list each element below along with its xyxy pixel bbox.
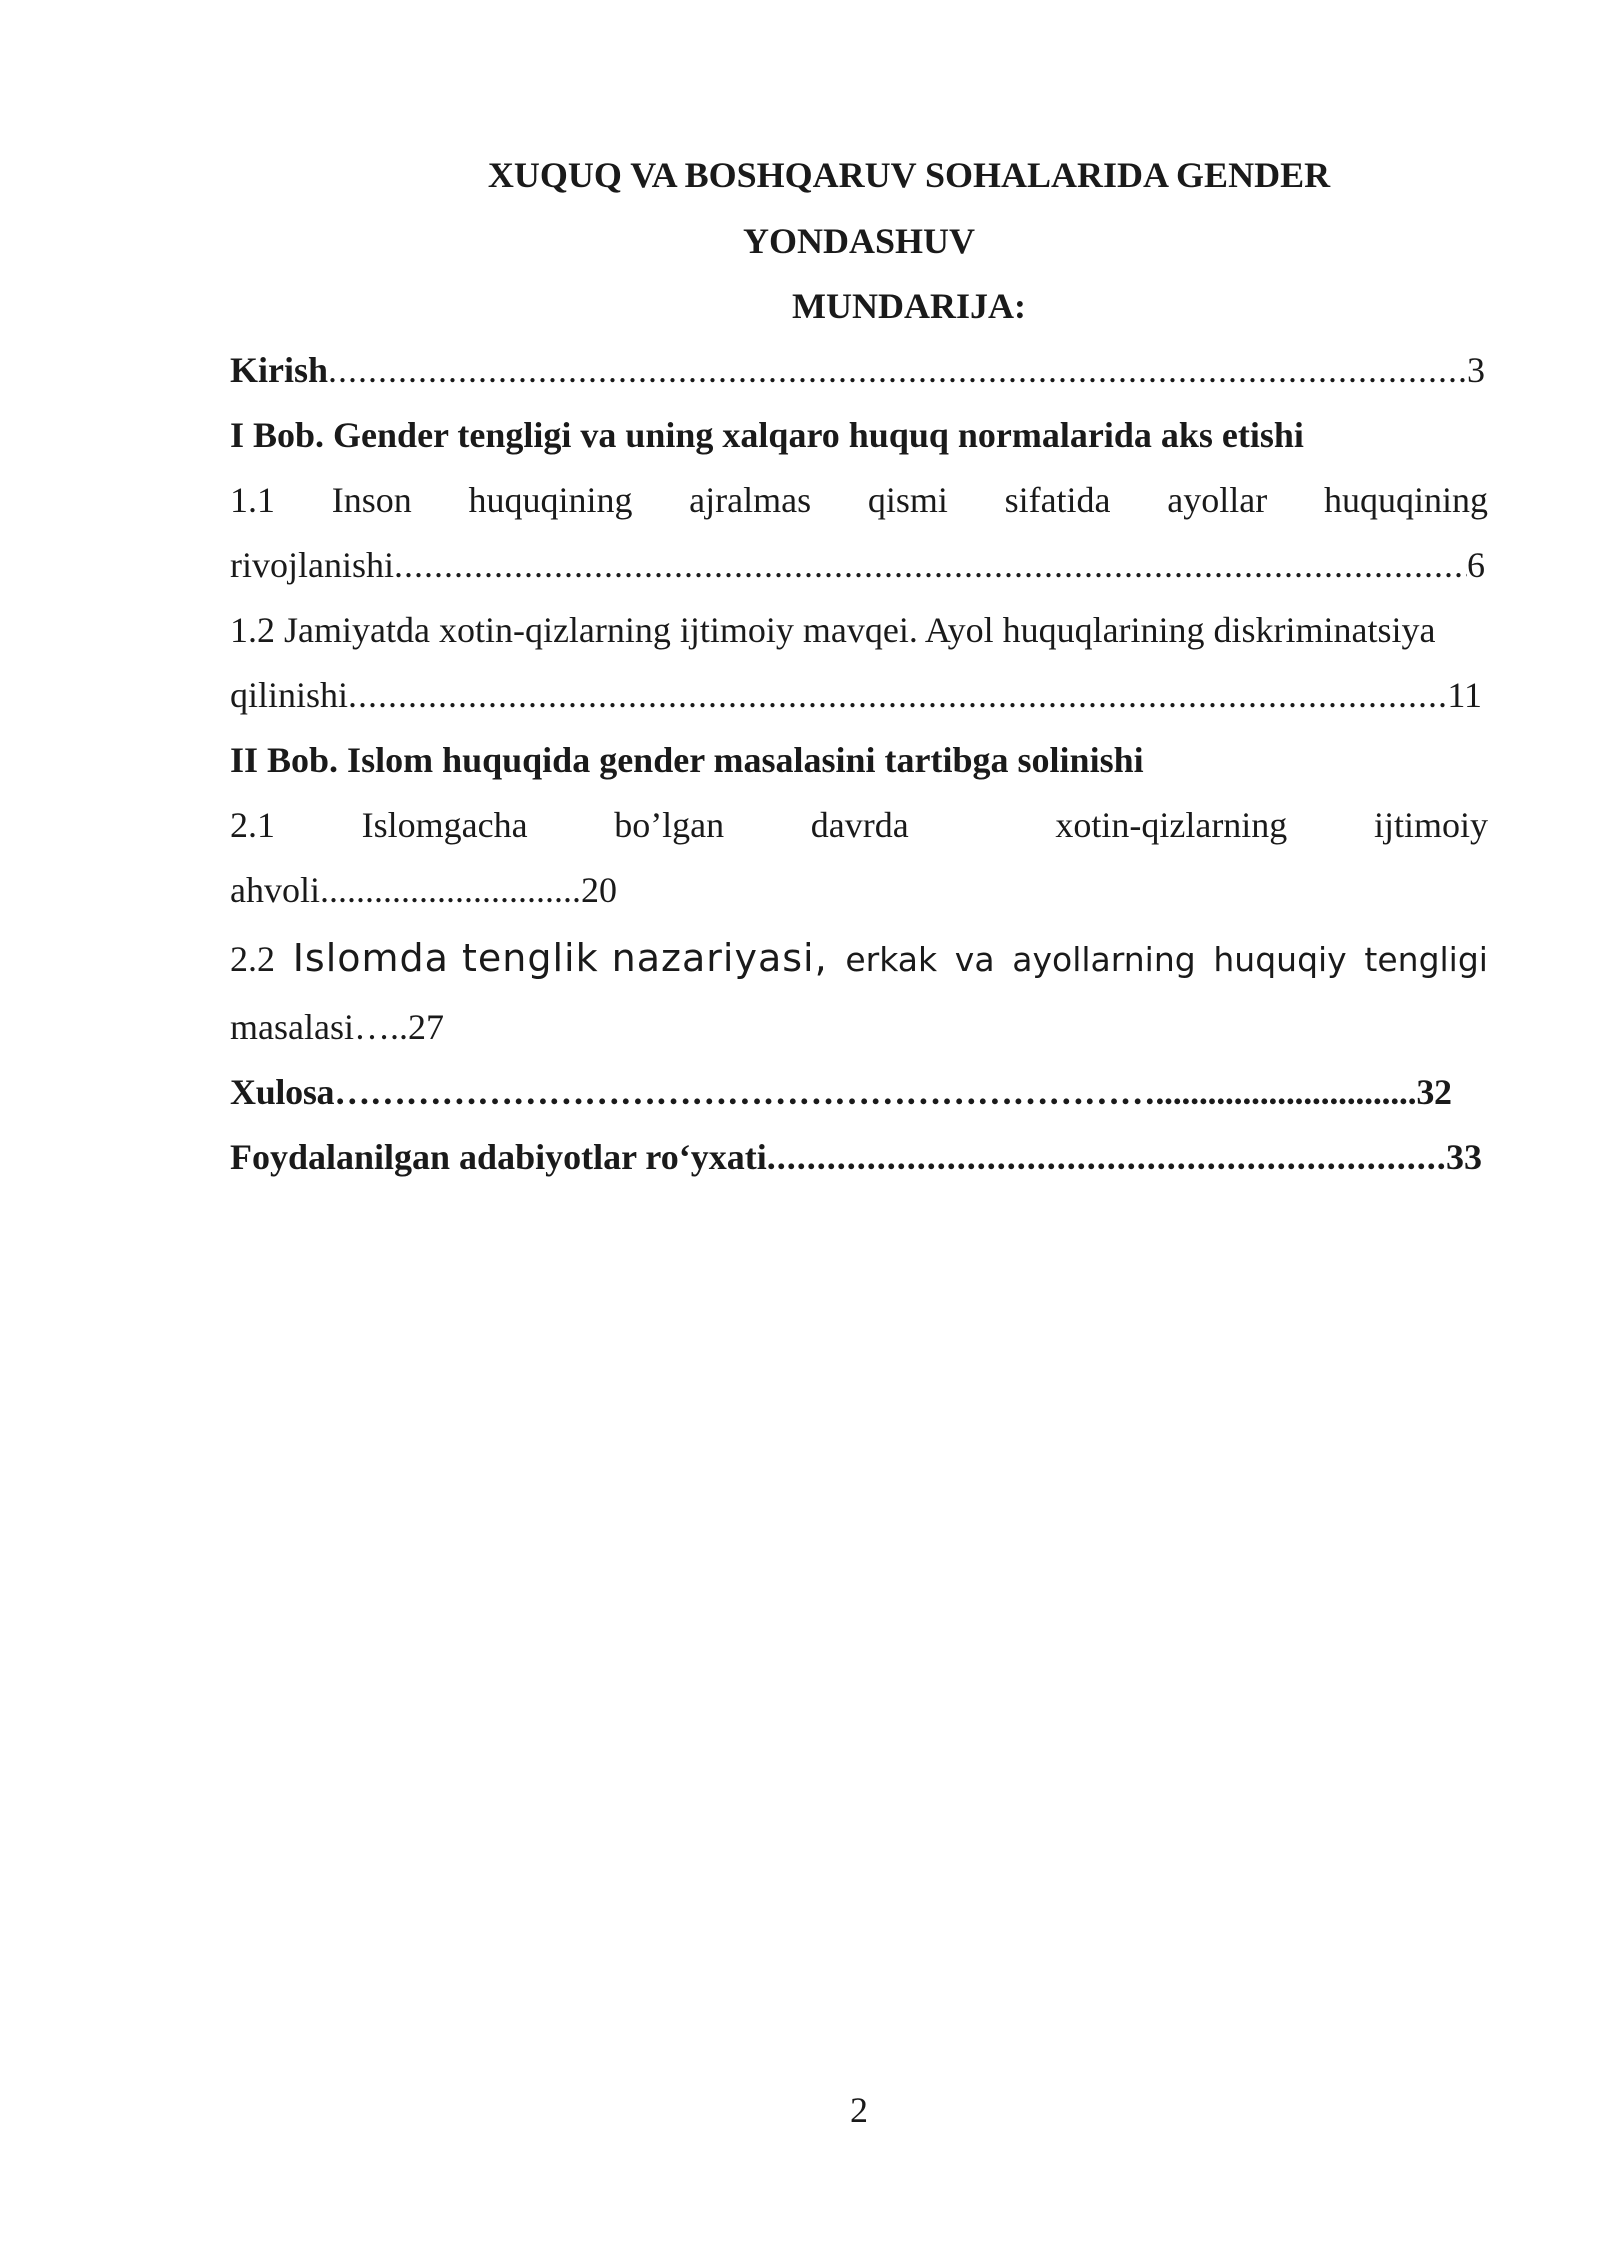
toc-entry-label: Kirish bbox=[230, 350, 329, 390]
toc-word: 1.1 bbox=[230, 480, 275, 520]
toc-page-number: 3 bbox=[1467, 350, 1485, 390]
document-page bbox=[230, 0, 1488, 2262]
toc-entry-1-2-line-2 bbox=[230, 673, 1482, 717]
dot-leader bbox=[767, 1135, 1446, 1179]
toc-entry-xulosa: Xulosa……………………………………………………………..............................32 bbox=[230, 1072, 1452, 1112]
toc-word: huquqining bbox=[1323, 480, 1488, 520]
document-title-line-2: YONDASHUV bbox=[742, 221, 975, 261]
toc-entry-2-1-line-2: ahvoli.............................20 bbox=[230, 870, 617, 910]
toc-word: erkak bbox=[845, 940, 938, 979]
toc-word: Inson bbox=[331, 480, 412, 520]
toc-entry-label: Foydalanilgan adabiyotlar ro‘yxati bbox=[230, 1137, 767, 1177]
dot-leader bbox=[394, 543, 1467, 587]
dot-leader bbox=[348, 673, 1447, 717]
toc-word: 2.1 bbox=[230, 805, 275, 845]
toc-word: va bbox=[954, 940, 995, 979]
toc-heading: MUNDARIJA: bbox=[792, 286, 1026, 326]
toc-entry-2-2-line-2: masalasi…..27 bbox=[230, 1007, 444, 1047]
toc-entry-references bbox=[230, 1135, 1482, 1179]
toc-page-number: 11 bbox=[1447, 675, 1482, 715]
toc-word: qismi bbox=[867, 480, 948, 520]
dot-leader bbox=[328, 348, 1467, 392]
toc-word: ajralmas bbox=[689, 480, 812, 520]
toc-phrase: Islomda tenglik nazariyasi, bbox=[292, 936, 828, 980]
toc-word: bo’lgan bbox=[614, 805, 725, 845]
document-title-line-1: XUQUQ VA BOSHQARUV SOHALARIDA GENDER bbox=[487, 155, 1331, 195]
toc-word: davrda bbox=[810, 805, 909, 845]
toc-entry-label: rivojlanishi bbox=[230, 545, 394, 585]
toc-entry-1-1-line-2 bbox=[230, 543, 1485, 587]
toc-word: huquqining bbox=[468, 480, 633, 520]
toc-word: Islomgacha bbox=[361, 805, 528, 845]
toc-word: sifatida bbox=[1004, 480, 1111, 520]
toc-word: ayollarning bbox=[1012, 940, 1196, 979]
toc-entry-1-1-line-1 bbox=[230, 478, 1488, 522]
toc-chapter-2: II Bob. Islom huquqida gender masalasini tartibga solinishi bbox=[230, 740, 1144, 780]
toc-word: xotin-qizlarning bbox=[1055, 805, 1288, 845]
toc-chapter-1: I Bob. Gender tengligi va uning xalqaro huquq normalarida aks etishi bbox=[230, 415, 1304, 455]
toc-page-number: 33 bbox=[1446, 1137, 1482, 1177]
toc-entry-1-2-line-1: 1.2 Jamiyatda xotin-qizlarning ijtimoiy mavqei. Ayol huquqlarining diskriminatsiya bbox=[230, 610, 1436, 650]
toc-word: ayollar bbox=[1167, 480, 1268, 520]
toc-entry-label: qilinishi bbox=[230, 675, 349, 715]
toc-word: ijtimoiy bbox=[1373, 805, 1488, 845]
toc-word: huquqiy bbox=[1213, 940, 1347, 979]
toc-entry-2-1-line-1 bbox=[230, 803, 1488, 847]
toc-word: 2.2 bbox=[230, 939, 275, 979]
toc-entry-2-2-line-1 bbox=[230, 936, 1488, 982]
toc-word: tengligi bbox=[1364, 940, 1488, 979]
toc-page-number: 6 bbox=[1467, 545, 1485, 585]
page-number: 2 bbox=[850, 2090, 868, 2130]
toc-entry-kirish bbox=[230, 348, 1485, 392]
